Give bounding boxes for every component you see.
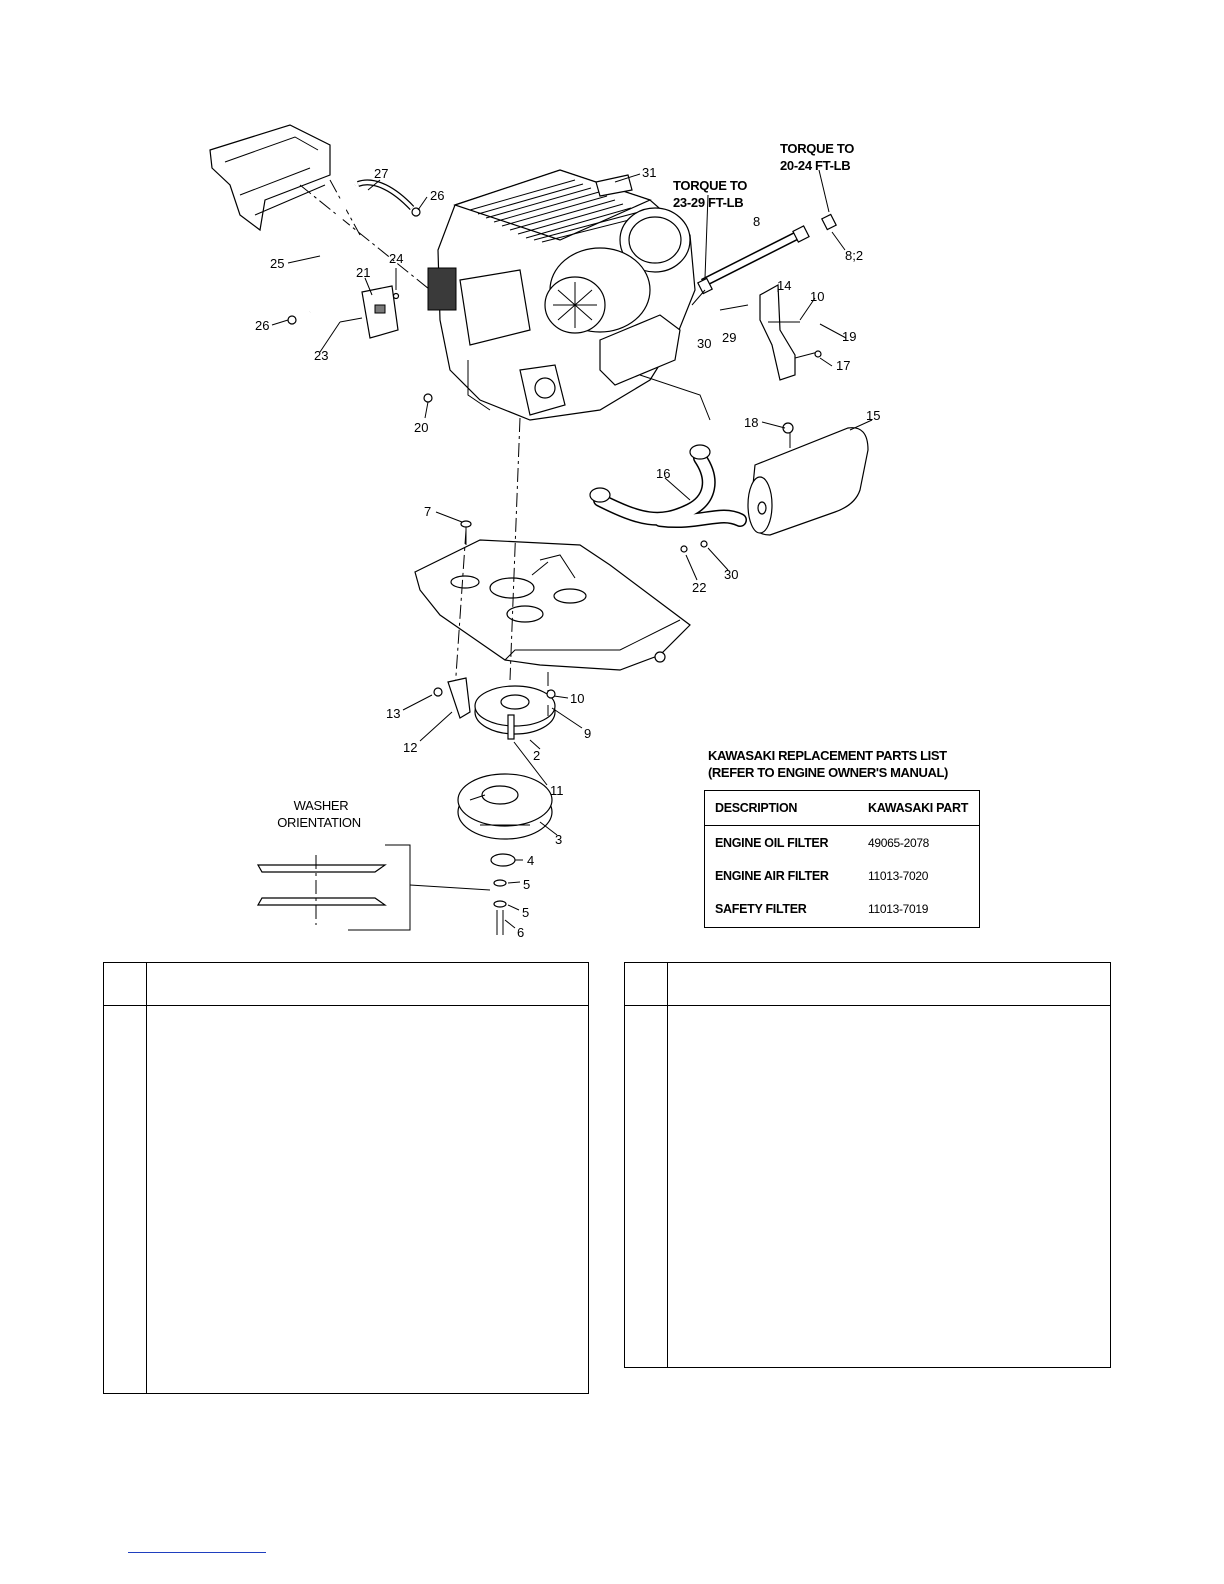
callout-18: 18	[744, 415, 759, 430]
callout-28: 29	[722, 330, 737, 345]
callout-4: 4	[527, 853, 535, 868]
svg-text:ORIENTATION: ORIENTATION	[277, 815, 361, 830]
callout-21: 22	[692, 580, 707, 595]
callout-30: 30	[724, 567, 739, 582]
callout-10b: 10	[570, 691, 585, 706]
torque-note-2	[673, 178, 747, 210]
row-part-number: 11013-7019	[868, 901, 929, 916]
callout-19: 19	[842, 329, 857, 344]
column-header-part: KAWASAKI PART	[868, 801, 969, 815]
svg-text:WASHER: WASHER	[293, 798, 349, 813]
callout-5b: 5	[522, 905, 530, 920]
svg-text:20-24 FT-LB: 20-24 FT-LB	[780, 158, 851, 173]
table-row	[705, 826, 979, 859]
bolt-drawing	[461, 521, 471, 545]
parts-table-right-divider	[667, 963, 668, 1367]
callout-9: 9	[584, 726, 592, 741]
washer-stack-drawing	[491, 854, 515, 935]
replacement-parts-heading	[708, 747, 1008, 781]
exhaust-pipe-drawing	[590, 445, 740, 552]
callout-5a: 5	[523, 877, 531, 892]
pulley-drawing	[475, 686, 555, 739]
replacement-parts-title: KAWASAKI REPLACEMENT PARTS LIST	[708, 748, 947, 763]
replacement-parts-table	[704, 790, 980, 928]
row-description: ENGINE AIR FILTER	[715, 868, 829, 883]
parts-table-left-header	[104, 963, 588, 1006]
svg-text:23-29 FT-LB: 23-29 FT-LB	[673, 195, 744, 210]
callout-3: 3	[555, 832, 563, 847]
callout-31: 31	[642, 165, 657, 180]
replacement-parts-subtitle: (REFER TO ENGINE OWNER'S MANUAL)	[708, 765, 948, 780]
row-description: SAFETY FILTER	[715, 901, 807, 916]
torque-note-1	[780, 141, 854, 173]
callout-22: 21	[356, 265, 371, 280]
parts-table-left	[103, 962, 589, 1394]
svg-text:TORQUE TO: TORQUE TO	[780, 141, 855, 156]
muffler-drawing	[748, 423, 868, 535]
callout-23: 23	[314, 348, 329, 363]
parts-table-right	[624, 962, 1111, 1368]
engine-drawing	[428, 170, 710, 420]
callout-13: 13	[386, 706, 401, 721]
callout-17: 17	[836, 358, 851, 373]
svg-text:TORQUE TO: TORQUE TO	[673, 178, 748, 193]
row-part-number: 49065-2078	[868, 835, 930, 850]
row-description: ENGINE OIL FILTER	[715, 835, 829, 850]
replacement-parts-header-row	[705, 791, 979, 826]
callout-12: 12	[403, 740, 418, 755]
callout-7: 7	[424, 504, 432, 519]
deck-plate-drawing	[415, 540, 690, 670]
clutch-drawing	[458, 774, 552, 839]
callout-27: 27	[374, 166, 389, 181]
callout-11: 11	[550, 783, 564, 798]
callout-29: 30	[697, 336, 712, 351]
footer-link-underline[interactable]	[128, 1552, 266, 1553]
table-row	[705, 892, 979, 925]
callout-6: 6	[517, 925, 525, 940]
callout-16: 16	[656, 466, 671, 481]
callout-10a: 10	[810, 289, 825, 304]
callout-25: 25	[270, 256, 285, 271]
table-row	[705, 859, 979, 892]
washer-orientation-label	[277, 798, 361, 830]
column-header-description: DESCRIPTION	[715, 801, 798, 815]
cover-plate-drawing	[340, 286, 432, 402]
callout-2: 2	[533, 748, 541, 763]
callout-15: 15	[866, 408, 881, 423]
callout-8-2: 8;2	[845, 248, 864, 263]
callout-8: 8	[753, 214, 761, 229]
parts-table-right-header	[625, 963, 1110, 1006]
washer-orientation-detail	[258, 845, 490, 930]
callout-14: 14	[777, 278, 792, 293]
callout-26b: 26	[255, 318, 270, 333]
callout-20: 20	[414, 420, 429, 435]
callout-24: 24	[389, 251, 404, 266]
parts-table-left-divider	[146, 963, 147, 1393]
row-part-number: 11013-7020	[868, 868, 929, 883]
callout-26a: 26	[430, 188, 445, 203]
